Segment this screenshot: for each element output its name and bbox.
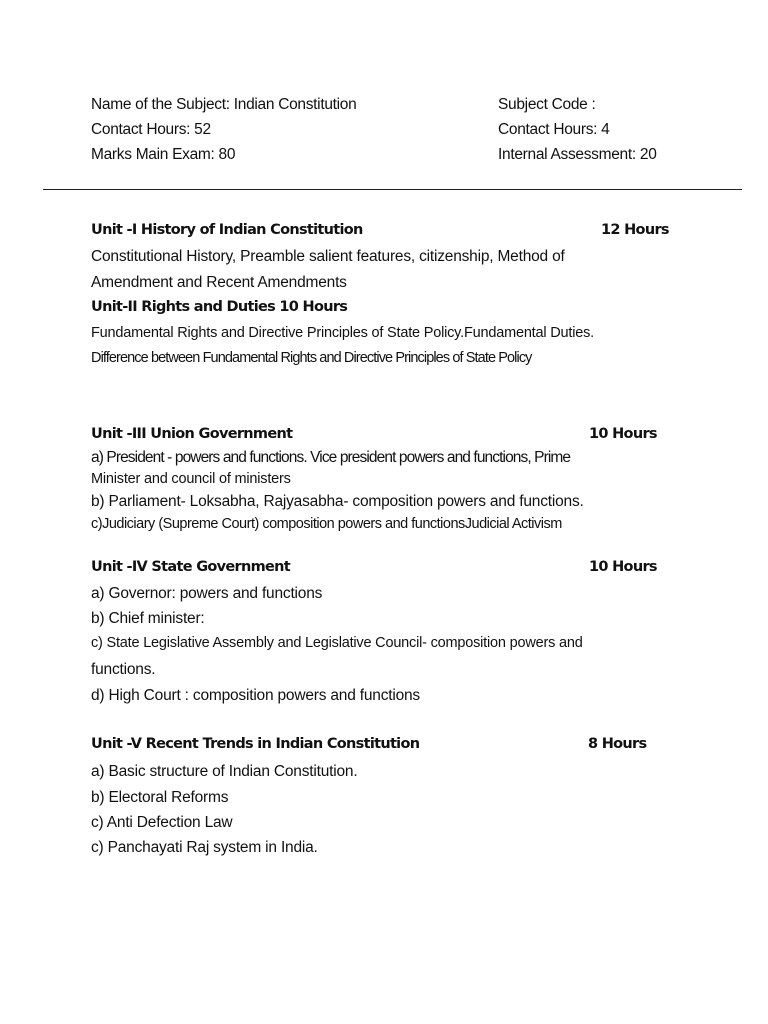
- unit-1-hours: 12 Hours: [601, 222, 669, 238]
- unit-3-line-3: b) Parliament- Loksabha, Rajyasabha- composition powers and functions.: [91, 493, 584, 510]
- header-row-3: [91, 146, 691, 168]
- unit-4-title: Unit -IV State Government: [91, 559, 291, 575]
- unit-1-heading: [91, 222, 671, 244]
- unit-1-title: Unit -I History of Indian Constitution: [91, 222, 363, 238]
- unit-5-hours: 8 Hours: [588, 736, 647, 752]
- unit-5-line-2: b) Electoral Reforms: [91, 789, 229, 806]
- header-row-2: [91, 121, 691, 143]
- unit-2-line-1: Fundamental Rights and Directive Principles of State Policy.Fundamental Duties.: [91, 325, 594, 341]
- contact-hours-total: Contact Hours: 52: [91, 121, 211, 138]
- unit-3-heading: [91, 426, 671, 448]
- unit-4-line-5: d) High Court : composition powers and functions: [91, 687, 420, 704]
- header-divider: [43, 189, 742, 190]
- unit-3-line-2: Minister and council of ministers: [91, 471, 291, 487]
- internal-assessment: Internal Assessment: 20: [498, 146, 657, 163]
- unit-3-line-1: a) President - powers and functions. Vice president powers and functions, Prime: [91, 449, 571, 466]
- unit-1-line-2: Amendment and Recent Amendments: [91, 274, 347, 291]
- subject-code: Subject Code :: [498, 96, 596, 113]
- unit-4-heading: [91, 559, 671, 581]
- unit-2-heading: [91, 299, 671, 321]
- unit-4-line-2: b) Chief minister:: [91, 610, 205, 627]
- marks-main-exam: Marks Main Exam: 80: [91, 146, 236, 163]
- unit-4-line-3: c) State Legislative Assembly and Legislative Council- composition powers and: [91, 635, 583, 651]
- subject-name: Name of the Subject: Indian Constitution: [91, 96, 357, 113]
- contact-hours-weekly: Contact Hours: 4: [498, 121, 610, 138]
- unit-4-hours: 10 Hours: [589, 559, 657, 575]
- unit-3-line-4: c)Judiciary (Supreme Court) composition powers and functionsJudicial Activism: [91, 516, 562, 532]
- unit-3-title: Unit -III Union Government: [91, 426, 293, 442]
- unit-1-line-1: Constitutional History, Preamble salient features, citizenship, Method of: [91, 248, 565, 265]
- unit-2-line-2: Difference between Fundamental Rights and Directive Principles of State Policy: [91, 350, 532, 366]
- unit-4-line-4: functions.: [91, 661, 156, 678]
- unit-3-hours: 10 Hours: [589, 426, 657, 442]
- unit-5-line-4: c) Panchayati Raj system in India.: [91, 839, 318, 856]
- unit-5-title: Unit -V Recent Trends in Indian Constitution: [91, 736, 420, 752]
- unit-5-line-1: a) Basic structure of Indian Constitution.: [91, 763, 358, 780]
- unit-5-heading: [91, 736, 671, 758]
- header-row-1: [91, 96, 691, 118]
- unit-4-line-1: a) Governor: powers and functions: [91, 585, 323, 602]
- unit-5-line-3: c) Anti Defection Law: [91, 814, 233, 831]
- unit-2-title: Unit-II Rights and Duties 10 Hours: [91, 299, 348, 315]
